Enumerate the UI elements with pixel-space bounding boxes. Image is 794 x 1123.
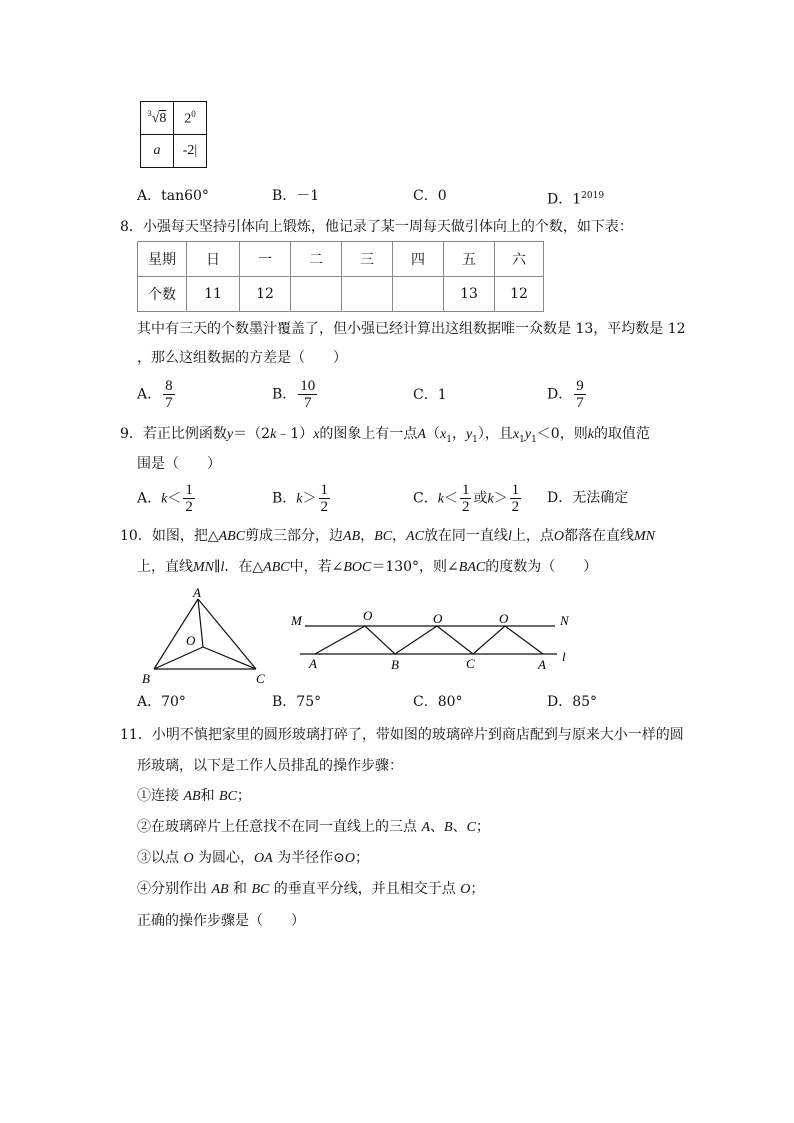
var: x [512, 427, 520, 442]
text: ④分别作出 [137, 881, 212, 897]
denominator: 2 [320, 499, 329, 515]
var: MN [633, 529, 655, 544]
q8-option-d [547, 378, 588, 411]
q10-option-b: B．75° [272, 694, 322, 710]
text: 的度数为（ ） [485, 559, 598, 575]
var: BC [374, 529, 393, 544]
text: 或 [473, 490, 488, 507]
text: 上，直线 [137, 559, 193, 575]
table-row-header [138, 242, 544, 277]
var: BAC [458, 560, 486, 575]
text: ③以点 [137, 850, 184, 866]
option-label: D． [547, 386, 573, 403]
table-row [138, 277, 544, 312]
q8-table [137, 241, 544, 312]
text: ＝130°，则∠ [371, 559, 459, 575]
var: AC [406, 529, 424, 544]
text: 上，点 [511, 528, 554, 544]
numerator: 1 [185, 482, 193, 498]
segment-ao [198, 599, 203, 647]
table-cell: 11 [187, 277, 240, 312]
label-o3: O [499, 611, 509, 626]
var: AB [183, 789, 201, 804]
var: k [161, 491, 168, 507]
q11-answer-prompt: 正确的操作步骤是（ ） [137, 913, 305, 929]
text: ﹣1） [276, 426, 314, 442]
text: 的垂直平分线，并且相交于点 [269, 881, 461, 897]
fraction [460, 482, 472, 515]
radicand: 8 [159, 111, 167, 126]
q10-option-a: A．70° [137, 694, 186, 710]
label-o: O [186, 633, 196, 648]
numerator: 8 [165, 378, 173, 394]
abs-value: -2| [182, 143, 198, 158]
label-o1: O [363, 608, 373, 623]
label-b: B [142, 671, 150, 686]
text: 剪成三部分，边 [245, 528, 344, 544]
label-o2: O [433, 611, 443, 626]
numerator: 9 [576, 378, 584, 394]
var: O [553, 529, 564, 544]
var: ABC [263, 560, 290, 575]
text: 和 [228, 881, 252, 897]
var: OA [254, 851, 273, 866]
text: ， [360, 528, 375, 544]
denominator: 2 [461, 499, 470, 515]
text: ∥ [214, 559, 221, 575]
radical-sign: √ [151, 111, 160, 126]
sign: ＜ [443, 490, 458, 507]
table-cell: 星期 [138, 242, 187, 277]
fraction [163, 378, 175, 411]
var: y [524, 427, 532, 442]
var: AB [343, 529, 361, 544]
table-cell: 个数 [138, 277, 187, 312]
label-c: C [256, 671, 265, 686]
table-cell [342, 277, 393, 312]
segment-co [203, 647, 256, 669]
text: 、 [430, 819, 445, 835]
var: y [465, 427, 473, 442]
fraction [319, 482, 331, 515]
table-cell: 四 [393, 242, 444, 277]
q8-text-line3: ，那么这组数据的方差是（ ） [137, 350, 347, 366]
q8-text-line2: 其中有三天的个数墨汁覆盖了，但小强已经计算出这组数据唯一众数是 13，平均数是 12 [137, 321, 686, 337]
table-cell [393, 277, 444, 312]
q10-stem-line2 [137, 557, 597, 578]
q7-option-b: B．－1 [272, 188, 320, 204]
table-cell [291, 277, 342, 312]
base: 2 [184, 111, 192, 127]
q9-option-c [413, 482, 523, 515]
var: k [270, 427, 277, 442]
var: AB [211, 882, 229, 897]
var: x [313, 427, 320, 442]
table-cell: 五 [444, 242, 495, 277]
table-cell: 12 [495, 277, 544, 312]
option-text: D．1 [547, 191, 582, 208]
zigzag-segments [315, 626, 543, 654]
q7-grid-cell-a [141, 135, 174, 168]
subscript: 1 [519, 434, 525, 445]
q9-stem-line2: 围是（ ） [137, 456, 221, 472]
text: 为圆心， [193, 850, 255, 866]
numerator: 1 [320, 482, 329, 498]
fraction [183, 482, 195, 515]
exponent: 2019 [581, 191, 605, 201]
var: BOC [343, 560, 372, 575]
numerator: 1 [511, 482, 520, 498]
label-a: A [193, 585, 201, 600]
text: ），且 [477, 426, 513, 442]
option-label: C． [413, 490, 438, 507]
option-label: A． [137, 490, 162, 507]
q7-grid [140, 101, 207, 168]
q7-grid-cell-power [174, 102, 207, 135]
label-m: M [291, 613, 302, 628]
text: 中，若∠ [289, 559, 344, 575]
text: ； [355, 850, 370, 866]
q8-stem: 8．小强每天坚持引体向上锻炼，他记录了某一周每天做引体向上的个数，如下表： [120, 219, 633, 235]
q11-stem-line2: 形玻璃，以下是工作人员排乱的操作步骤： [137, 758, 403, 774]
denominator: 7 [165, 395, 173, 411]
q10-stem-line1 [120, 526, 655, 547]
text: 9．若正比例函数 [120, 426, 227, 442]
table-cell: 六 [495, 242, 544, 277]
text: 和 [200, 788, 220, 804]
q7-option-c: C．0 [413, 188, 447, 204]
q10-option-c: C．80° [413, 694, 463, 710]
text: 、 [452, 819, 467, 835]
text: ； [470, 881, 485, 897]
var: BC [219, 789, 237, 804]
text: 放在同一直线 [423, 528, 508, 544]
q8-option-a [137, 378, 177, 411]
var: l [220, 560, 225, 575]
q9-option-a [137, 482, 197, 515]
text: 都落在直线 [563, 528, 634, 544]
text: ．在△ [224, 559, 264, 575]
table-cell: 一 [240, 242, 291, 277]
var: x [439, 427, 447, 442]
denominator: 2 [185, 499, 193, 515]
fraction [574, 378, 586, 411]
text: （ [425, 426, 440, 442]
exponent: 0 [191, 108, 196, 119]
q11-step-2 [137, 817, 490, 838]
sign: ＜ [167, 490, 182, 507]
var: y [226, 427, 234, 442]
fraction [298, 378, 317, 411]
var-a: a [153, 143, 161, 158]
var: MN [193, 560, 214, 575]
var: l [507, 529, 512, 544]
label-a1: A [309, 656, 317, 671]
option-label: B． [272, 386, 297, 403]
q10-option-d: D．85° [547, 694, 598, 710]
label-a2: A [538, 657, 546, 672]
var: A [417, 427, 426, 442]
q9-stem-line1 [120, 424, 650, 450]
label-n: N [560, 613, 569, 628]
var: O [183, 851, 194, 866]
var: k [437, 491, 444, 507]
q11-step-1 [137, 786, 251, 807]
var: B [444, 820, 453, 835]
text: ； [475, 819, 490, 835]
var: k [296, 491, 303, 507]
table-cell: 日 [187, 242, 240, 277]
text: ， [451, 426, 466, 442]
subscript: 1 [531, 434, 537, 445]
text: ②在玻璃碎片上任意找不在同一直线上的三点 [137, 819, 422, 835]
q9-option-d: D．无法确定 [547, 490, 629, 506]
label-l: l [562, 649, 566, 664]
q11-step-4 [137, 879, 484, 900]
root-index: 3 [147, 109, 152, 118]
q7-option-d [547, 186, 604, 210]
label-b: B [391, 657, 399, 672]
q10-triangle-figure [140, 585, 270, 690]
option-label: B． [272, 490, 297, 507]
var: A [421, 820, 431, 835]
fraction [510, 482, 522, 515]
subscript: 1 [472, 434, 478, 445]
var: O [460, 882, 471, 897]
q11-step-3 [137, 848, 369, 869]
text: ＜0，则 [536, 426, 588, 442]
q7-grid-cell-cuberoot [141, 102, 174, 135]
denominator: 7 [576, 395, 584, 411]
table-cell: 二 [291, 242, 342, 277]
var: BC [251, 882, 270, 897]
text: ； [236, 788, 251, 804]
q9-option-b [272, 482, 332, 515]
q11-stem-line1: 11．小明不慎把家里的圆形玻璃打碎了，带如图的玻璃碎片到商店配到与原来大小一样的圆 [120, 727, 684, 743]
q8-option-b [272, 378, 319, 411]
var: k [587, 427, 594, 442]
table-cell: 13 [444, 277, 495, 312]
subscript: 1 [446, 434, 452, 445]
denominator: 2 [511, 499, 520, 515]
var: ABC [218, 529, 246, 544]
text: 10．如图，把△ [120, 528, 219, 544]
edge-ac [198, 599, 256, 669]
sign: ＞ [302, 490, 317, 507]
q8-option-c: C．1 [413, 387, 447, 403]
q10-lines-figure [285, 605, 585, 675]
table-cell: 三 [342, 242, 393, 277]
numerator: 1 [461, 482, 470, 498]
var: C [466, 820, 476, 835]
label-c: C [466, 656, 475, 671]
text: ， [392, 528, 407, 544]
text: 的取值范 [593, 426, 650, 442]
sign: ＞ [493, 490, 508, 507]
var: O [344, 851, 356, 866]
var: k [487, 491, 494, 507]
option-label: A． [137, 386, 162, 403]
q7-option-a: A．tan60° [137, 188, 209, 204]
table-cell: 12 [240, 277, 291, 312]
denominator: 7 [304, 395, 312, 411]
text: ①连接 [137, 788, 184, 804]
numerator: 10 [300, 378, 316, 394]
text: 为半径作⊙ [272, 850, 345, 866]
text: 的图象上有一点 [319, 426, 418, 442]
text: ＝（2 [233, 426, 271, 442]
q7-grid-cell-abs [174, 135, 207, 168]
